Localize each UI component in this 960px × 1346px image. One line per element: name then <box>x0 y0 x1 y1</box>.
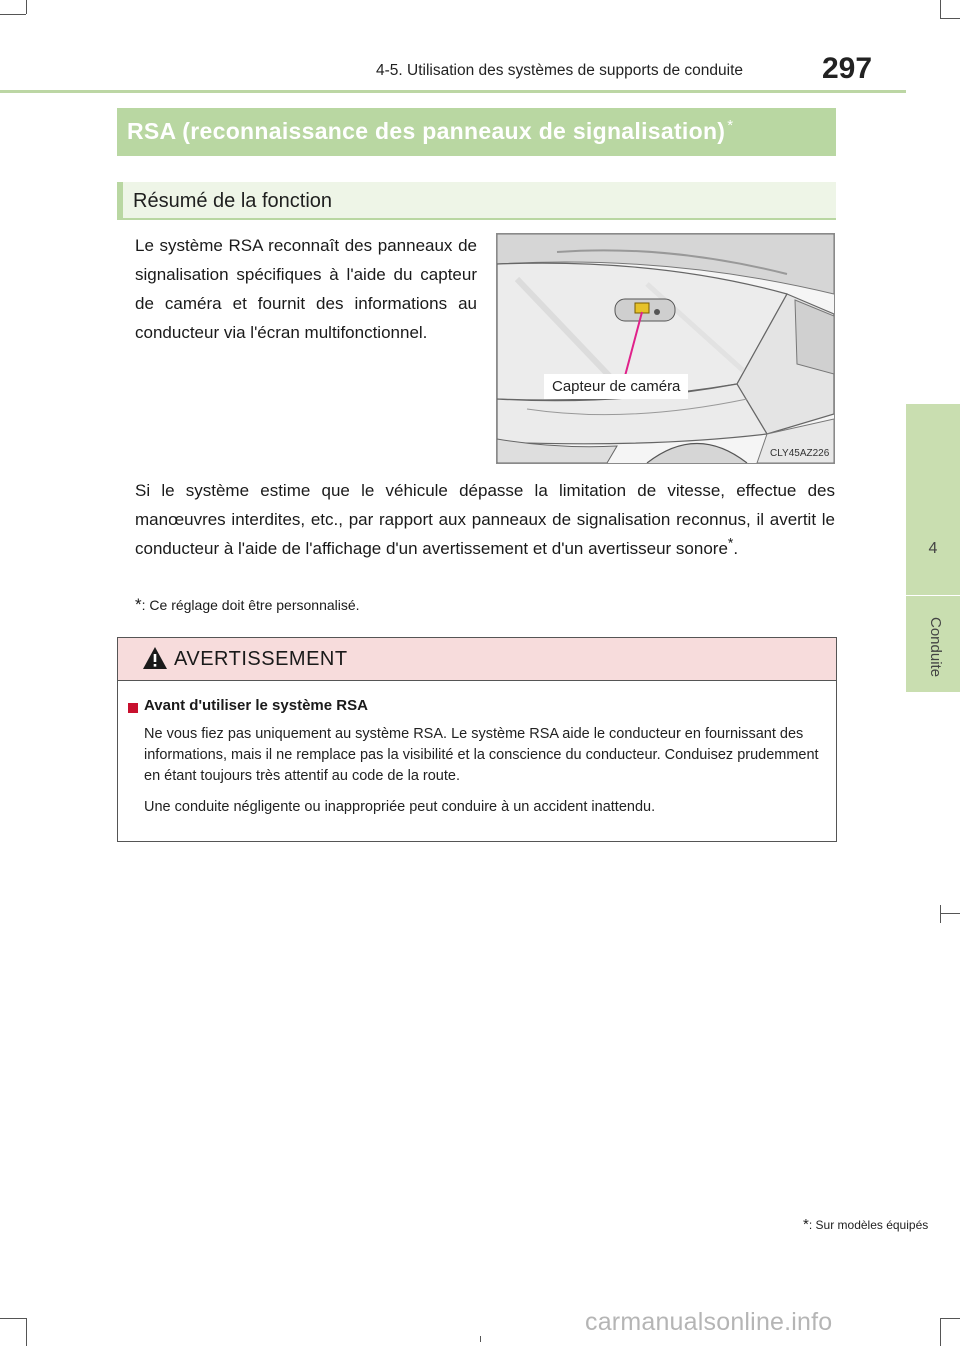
camera-figure <box>496 233 835 464</box>
running-header: 4-5. Utilisation des systèmes de supports de conduite <box>376 62 744 79</box>
note-asterisk: * <box>135 595 142 614</box>
subsection-title: Résumé de la fonction <box>133 190 333 212</box>
subsection-underline <box>117 218 836 220</box>
figure-code: CLY45AZ226 <box>770 448 830 459</box>
crop-mark-top-right-v <box>940 0 941 18</box>
warning-paragraph-1: Ne vous fiez pas uniquement au système RSA. Le système RSA aide le conducteur en fournissant des informations, mais il ne remplace pas la visibilité et la conscience du conducteur. Conduisez prudemment en étant toujours très attentif au code de la route. <box>144 726 819 784</box>
car-windshield-illustration <box>497 234 834 463</box>
warning-bullet-square <box>128 703 138 713</box>
crop-mark-bottom-left <box>0 1318 26 1319</box>
section-title: RSA (reconnaissance des panneaux de signalisation) * <box>127 117 734 144</box>
crop-mark-bottom-right <box>940 1318 960 1319</box>
warning-heading: Avant d'utiliser le système RSA <box>144 697 368 714</box>
crop-mark-mid-right <box>940 913 960 914</box>
crop-mark-top-left-v <box>26 0 27 14</box>
chapter-title: Conduite <box>927 617 944 678</box>
warning-paragraph-2: Une conduite négligente ou inappropriée peut conduire à un accident inattendu. <box>144 799 656 815</box>
crop-mark-mid-right-v <box>940 905 941 923</box>
crop-mark-bottom-right-v <box>940 1318 941 1346</box>
title-asterisk: * <box>727 117 734 134</box>
chapter-number: 4 <box>928 540 938 557</box>
section-title-banner <box>117 108 836 156</box>
header-rule <box>0 90 906 93</box>
footnote: *: Sur modèles équipés <box>803 1216 929 1233</box>
crop-mark-bottom-left-v <box>26 1318 27 1346</box>
crop-mark-bottom-center <box>480 1336 481 1342</box>
asterisk-note: *: Ce réglage doit être personnalisé. <box>135 595 360 614</box>
body-asterisk: * <box>727 534 734 551</box>
crop-mark-top-left <box>0 14 26 15</box>
intro-paragraph: Le système RSA reconnaît des panneaux de signalisation spécifiques à l'aide du capteur de caméra et fournit des informations au conducteur via l'écran multifonctionnel. <box>135 236 477 342</box>
subsection-banner <box>117 182 836 220</box>
warning-title: AVERTISSEMENT <box>174 648 348 670</box>
footnote-asterisk: * <box>803 1216 809 1233</box>
crop-mark-top-right <box>940 18 960 19</box>
body-paragraph: Si le système estime que le véhicule dépasse la limitation de vitesse, effectue des manœuvres interdites, etc., par rapport aux panneaux de signalisation reconnus, il avertit le conducteur à l'aide de l'affichage d'un avertissement et d'un avertisseur sonore*. <box>135 481 835 558</box>
chapter-tab-divider <box>906 595 960 596</box>
subsection-accent <box>117 182 123 220</box>
watermark: carmanualsonline.info <box>585 1308 833 1336</box>
warning-header <box>118 638 836 681</box>
warning-triangle-icon <box>142 646 168 670</box>
page-number: 297 <box>822 52 873 85</box>
figure-callout-label: Capteur de caméra <box>544 374 688 399</box>
